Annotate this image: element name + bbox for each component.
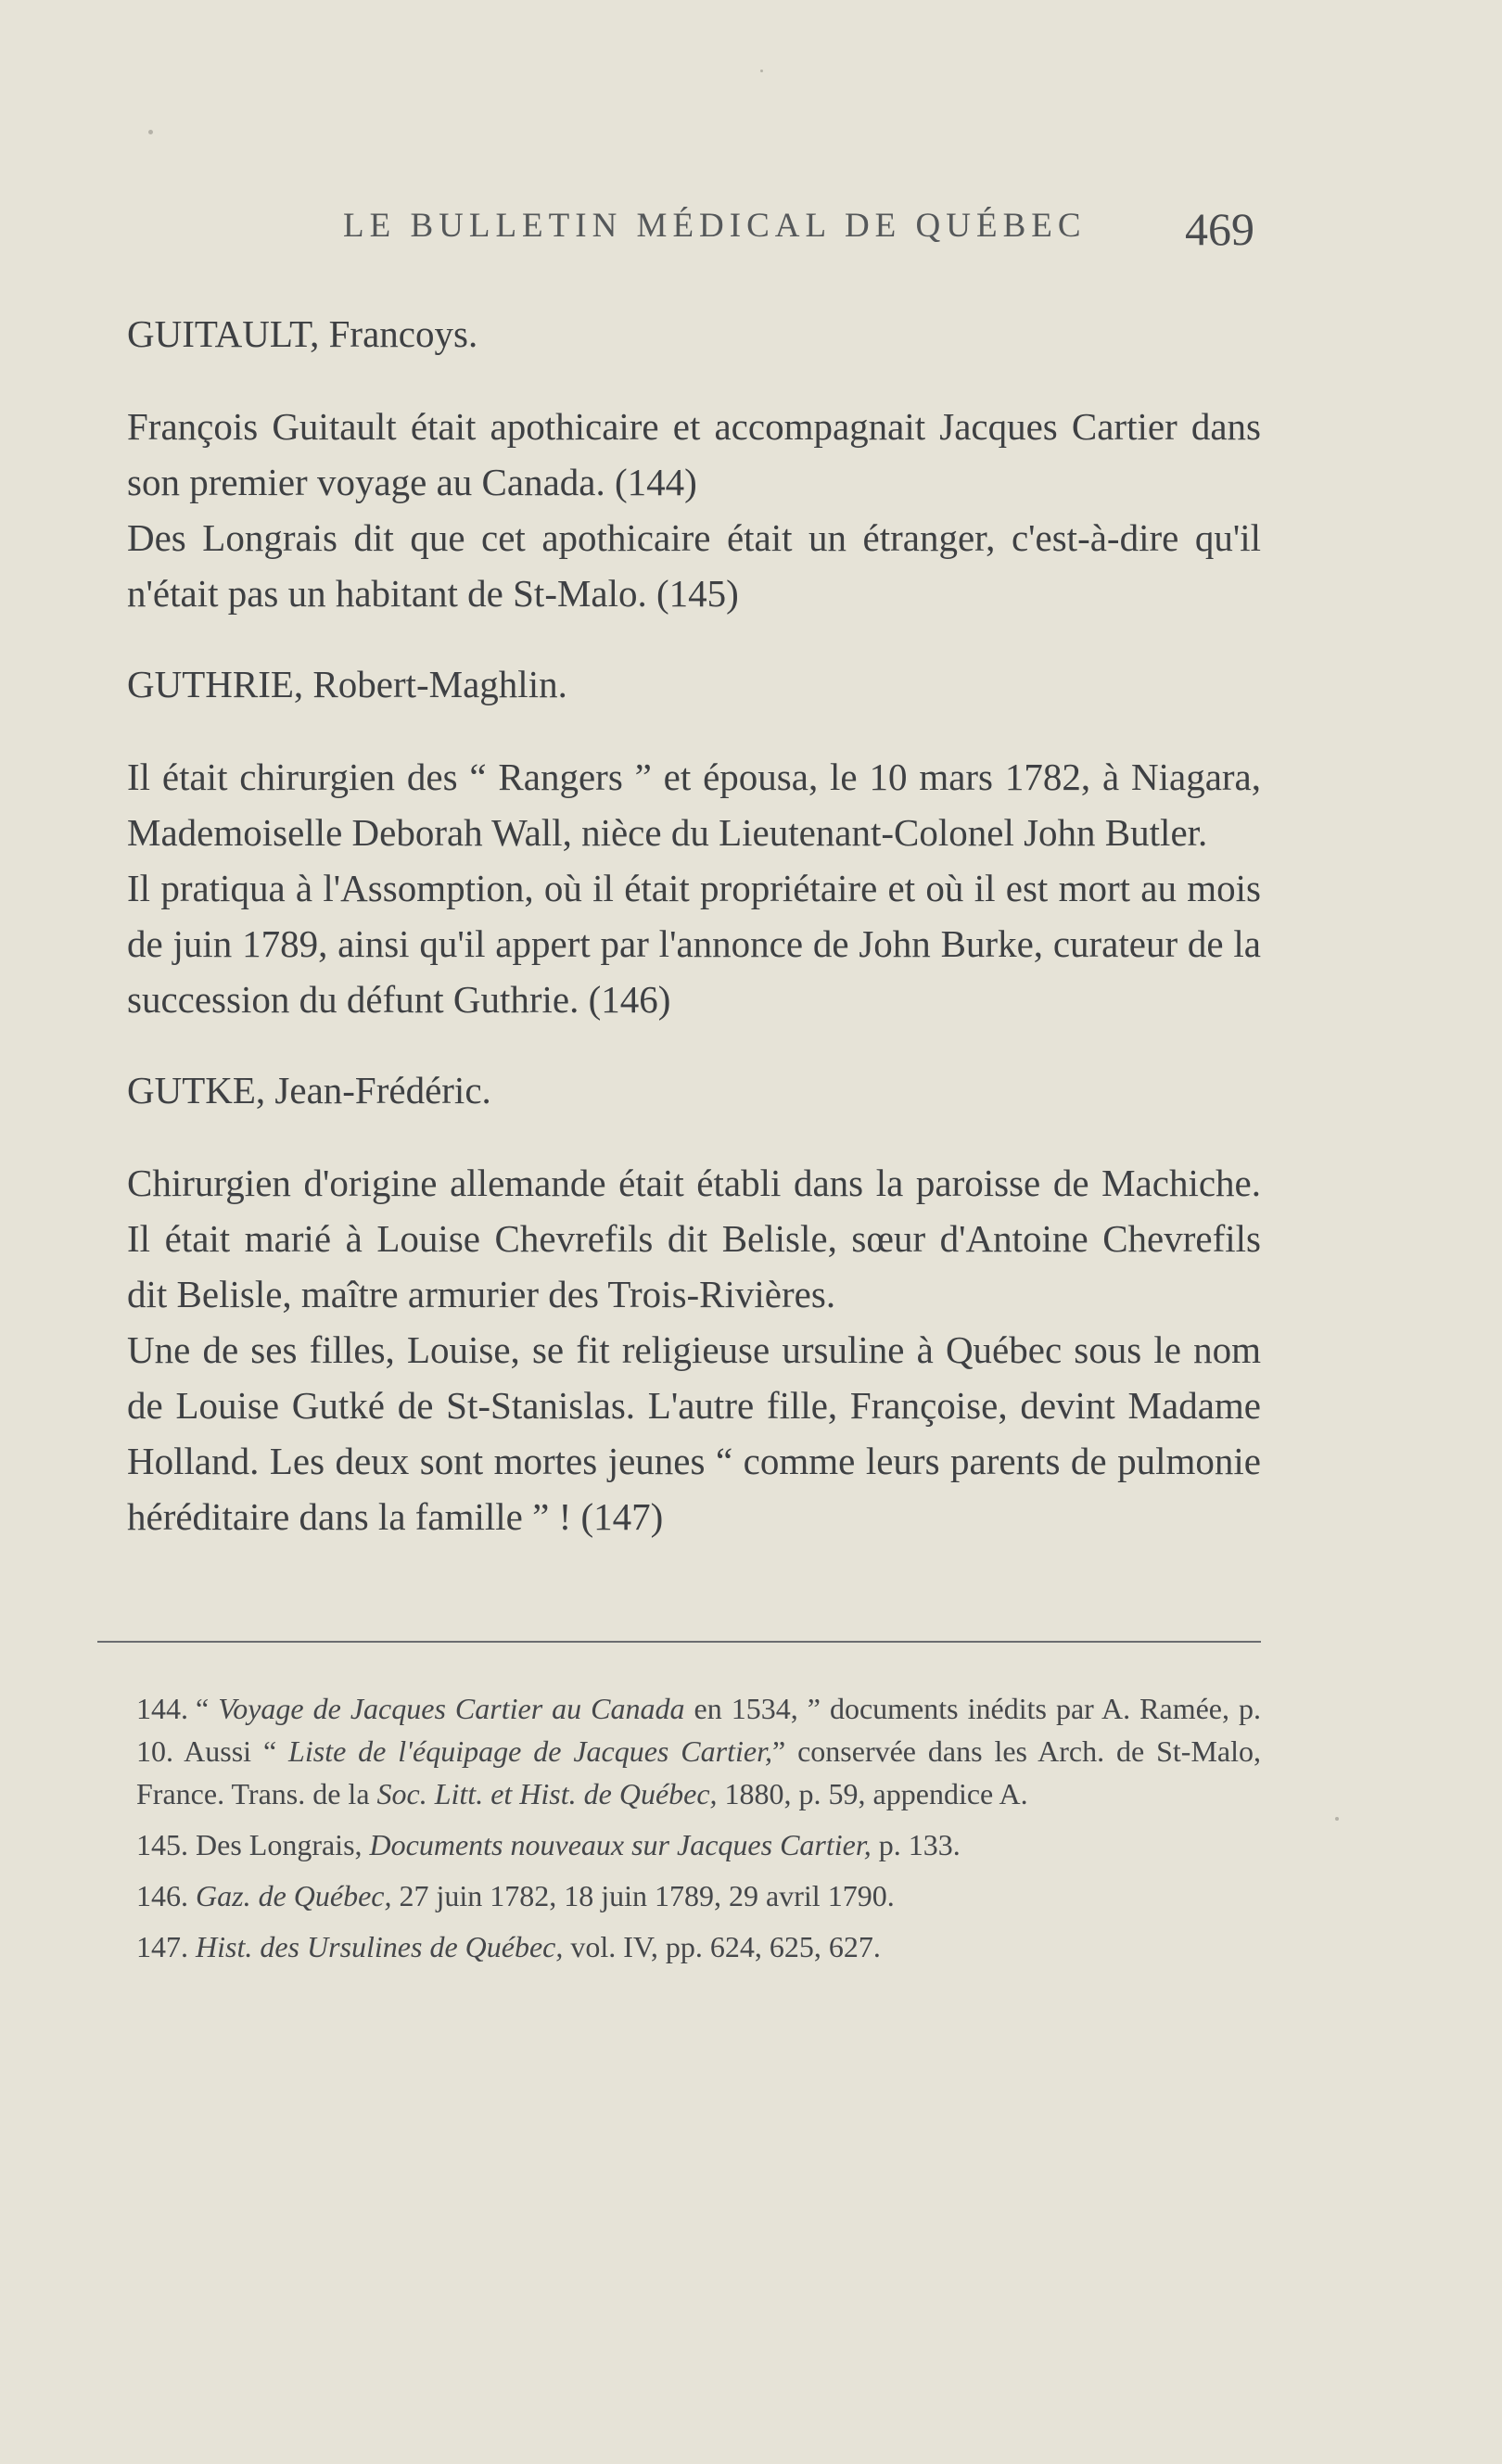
paragraph: Il pratiqua à l'Assomption, où il était propriétaire et où il est mort au mois de juin 1789, ainsi qu'il appert par l'annonce de John Burke, curateur de la succession du défunt Guthrie. (146)	[127, 867, 1261, 1021]
entry-heading: GUTKE, Jean-Frédéric.	[127, 1069, 491, 1111]
paragraph: Une de ses filles, Louise, se fit religieuse ursuline à Québec sous le nom de Louise Gutké de St-Stanislas. L'autre fille, Françoise, devint Madame Holland. Les deux sont mortes jeunes “ comme leurs parents de pulmonie héréditaire dans la famille ” ! (147)	[127, 1328, 1261, 1538]
paper-speck	[1335, 1817, 1339, 1821]
footnote-145: 145. Des Longrais, Documents nouveaux sur Jacques Cartier, p. 133.	[136, 1828, 961, 1861]
footnote-144: 144. “ Voyage de Jacques Cartier au Canada en 1534, ” documents inédits par A. Ramée, p. 10. Aussi “ Liste de l'équipage de Jacques Cartier,” conservée dans les Arch. de St-Malo, France. Trans. de la Soc. Litt. et Hist. de Québec, 1880, p. 59, appendice A.	[136, 1692, 1262, 1810]
footnote-146: 146. Gaz. de Québec, 27 juin 1782, 18 juin 1789, 29 avril 1790.	[136, 1879, 895, 1912]
entry-gutke	[127, 1062, 1261, 1544]
footnote-divider	[97, 1641, 1261, 1643]
footnote-number: 147.	[136, 1930, 188, 1963]
footnote-147: 147. Hist. des Ursulines de Québec, vol. IV, pp. 624, 625, 627.	[136, 1930, 881, 1963]
footnote-number: 144.	[136, 1692, 188, 1725]
entry-heading: GUITAULT, Francoys.	[127, 312, 478, 355]
footnote-number: 146.	[136, 1879, 188, 1912]
entry-guthrie	[127, 656, 1261, 1027]
footnote-number: 145.	[136, 1828, 188, 1861]
running-header-title: LE BULLETIN MÉDICAL DE QUÉBEC	[343, 207, 1087, 245]
paragraph: Des Longrais dit que cet apothicaire était un étranger, c'est-à-dire qu'il n'était pas un habitant de St-Malo. (145)	[127, 516, 1261, 615]
paper-speck	[148, 130, 153, 134]
paragraph: Il était chirurgien des “ Rangers ” et épousa, le 10 mars 1782, à Niagara, Mademoiselle Deborah Wall, nièce du Lieutenant-Colonel John Butler.	[127, 756, 1261, 854]
footnotes	[97, 1687, 1261, 1976]
paper-speck	[760, 70, 763, 72]
main-text	[127, 306, 1261, 1544]
paragraph: François Guitault était apothicaire et accompagnait Jacques Cartier dans son premier voyage au Canada. (144)	[127, 405, 1261, 503]
page-number: 469	[1185, 203, 1254, 255]
entry-guitault	[127, 306, 1261, 621]
paragraph: Chirurgien d'origine allemande était établi dans la paroisse de Machiche. Il était marié à Louise Chevrefils dit Belisle, sœur d'Antoine Chevrefils dit Belisle, maître armurier des Trois-Rivières.	[127, 1162, 1261, 1315]
entry-heading: GUTHRIE, Robert-Maghlin.	[127, 663, 567, 705]
